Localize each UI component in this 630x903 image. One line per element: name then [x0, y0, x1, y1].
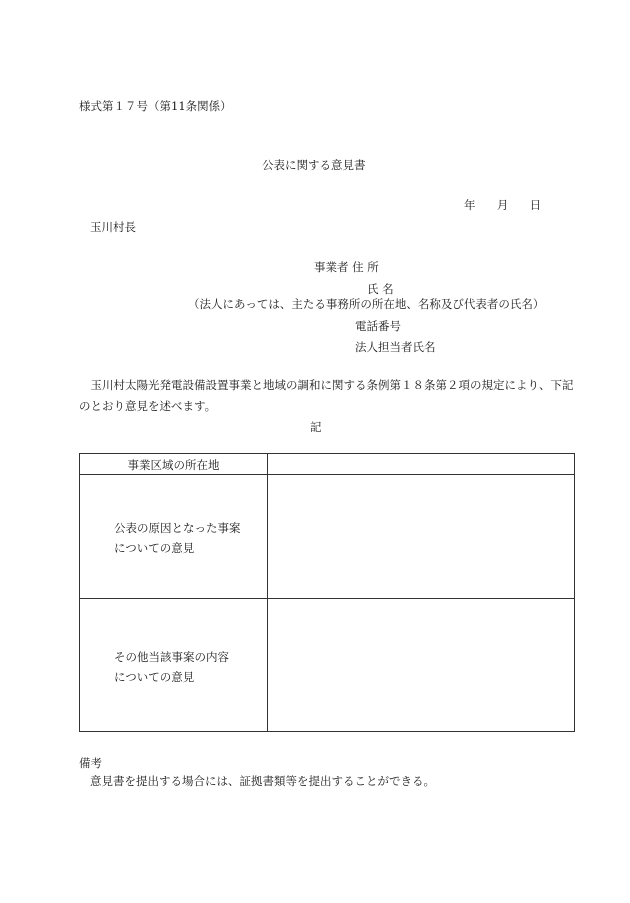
document-title: 公表に関する意見書: [262, 158, 366, 172]
location-label: 事業区域の所在地: [127, 458, 220, 472]
location-input-cell[interactable]: [268, 454, 574, 474]
addressee: 玉川村長: [90, 220, 136, 234]
cause-opinion-label-line2: についての意見: [114, 541, 195, 555]
date-day-label: 日: [529, 198, 542, 212]
corporate-note: （法人にあっては、主たる事務所の所在地、名称及び代表者の氏名）: [188, 297, 545, 311]
table-row-cause-opinion: [80, 475, 574, 599]
remarks-title: 備考: [79, 756, 102, 770]
cause-opinion-label-line1: 公表の原因となった事案: [114, 521, 241, 535]
date-line: [464, 197, 541, 213]
other-opinion-label-line2: についての意見: [114, 670, 195, 684]
table-row-other-opinion: [80, 599, 574, 731]
table-row-location: [80, 454, 574, 475]
cause-opinion-input-cell[interactable]: [268, 475, 574, 598]
date-year-label: 年: [464, 198, 476, 212]
applicant-address-label: 事業者 住 所: [314, 260, 379, 274]
date-month-label: 月: [496, 198, 509, 212]
remarks-text: 意見書を提出する場合には、証拠書類等を提出することができる。: [90, 774, 435, 788]
body-text: 玉川村太陽光発電設備設置事業と地域の調和に関する条例第１８条第２項の規定により、下記のとおり意見を述べます。: [79, 378, 574, 413]
applicant-name-label: 氏 名: [367, 282, 394, 296]
phone-label: 電話番号: [355, 319, 401, 333]
ki-heading: 記: [310, 420, 322, 434]
form-number: 様式第１７号（第11条関係）: [79, 99, 232, 113]
cause-opinion-label: [114, 518, 264, 558]
other-opinion-label-cell: [80, 599, 268, 731]
other-opinion-label: [114, 647, 264, 687]
other-opinion-label-line1: その他当該事案の内容: [114, 650, 229, 664]
opinion-table: [79, 453, 575, 732]
contact-person-label: 法人担当者氏名: [355, 340, 436, 354]
location-label-cell: [80, 454, 268, 474]
other-opinion-input-cell[interactable]: [268, 599, 574, 731]
cause-opinion-label-cell: [80, 475, 268, 598]
